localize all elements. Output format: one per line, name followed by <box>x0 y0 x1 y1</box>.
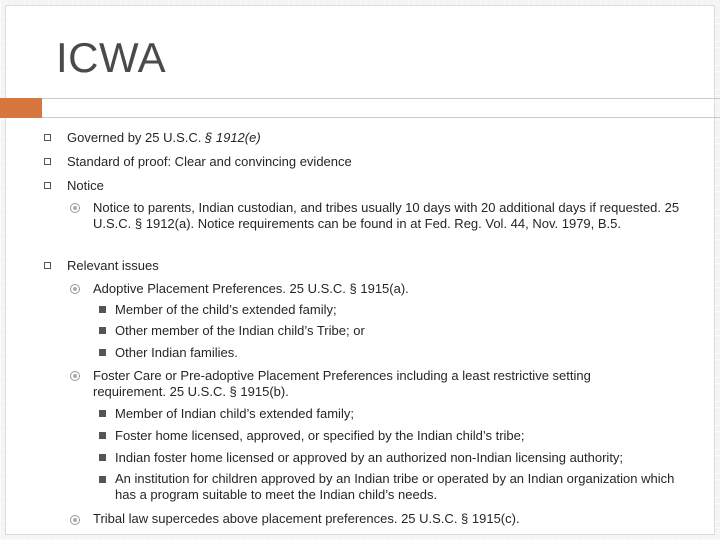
circle-bullet-icon <box>70 371 80 381</box>
filled-square-bullet-icon <box>99 454 106 461</box>
square-bullet-icon <box>44 158 51 165</box>
bullet-foster-licensed-home: Foster home licensed, approved, or specified by the Indian child’s tribe; <box>115 428 525 443</box>
slide-title: ICWA <box>56 34 167 81</box>
bullet-relevant-issues: Relevant issues <box>67 258 159 273</box>
bullet-adoptive-tribe-member: Other member of the Indian child’s Tribe; or <box>115 323 365 338</box>
title-accent-bar <box>0 98 42 118</box>
bullet-adoptive-indian-families: Other Indian families. <box>115 345 238 360</box>
bullet-notice-detail: Notice to parents, Indian custodian, and tribes usually 10 days with 20 additional days if requested. 25 U.S.C. § 1912(a). Notice requirements can be found in at Fed. Reg. Vol. 44, Nov. 1979, B.5. <box>93 200 680 231</box>
bullet-standard-of-proof: Standard of proof: Clear and convincing evidence <box>67 154 352 169</box>
filled-square-bullet-icon <box>99 327 106 334</box>
bullet-tribal-law: Tribal law supercedes above placement preferences. 25 U.S.C. § 1915(c). <box>93 511 520 526</box>
bullet-adoptive-extended-family: Member of the child’s extended family; <box>115 302 337 317</box>
bullet-foster-institution: An institution for children approved by an Indian tribe or operated by an Indian organization which has a program suitable to meet the Indian child’s needs. <box>115 471 675 502</box>
bullet-governed <box>67 129 667 146</box>
title-divider <box>42 98 720 118</box>
filled-square-bullet-icon <box>99 306 106 313</box>
square-bullet-icon <box>44 134 51 141</box>
bullet-foster-indian-home: Indian foster home licensed or approved by an authorized non-Indian licensing authority; <box>115 450 624 465</box>
circle-bullet-icon <box>70 203 80 213</box>
bullet-governed-citation: § 1912(e) <box>205 130 261 145</box>
bullet-foster-extended-family: Member of Indian child’s extended family; <box>115 406 354 421</box>
bullet-notice: Notice <box>67 178 104 193</box>
filled-square-bullet-icon <box>99 410 106 417</box>
bullet-governed-text: Governed by 25 U.S.C. <box>67 130 206 145</box>
bullet-foster-care-preferences: Foster Care or Pre-adoptive Placement Preferences including a least restrictive setting requirement. 25 U.S.C. § 1915(b). <box>93 368 591 399</box>
square-bullet-icon <box>44 182 51 189</box>
bullet-adoptive-preferences: Adoptive Placement Preferences. 25 U.S.C. § 1915(a). <box>93 281 409 296</box>
filled-square-bullet-icon <box>99 476 106 483</box>
circle-bullet-icon <box>70 284 80 294</box>
square-bullet-icon <box>44 262 51 269</box>
filled-square-bullet-icon <box>99 349 106 356</box>
filled-square-bullet-icon <box>99 432 106 439</box>
circle-bullet-icon <box>70 515 80 525</box>
